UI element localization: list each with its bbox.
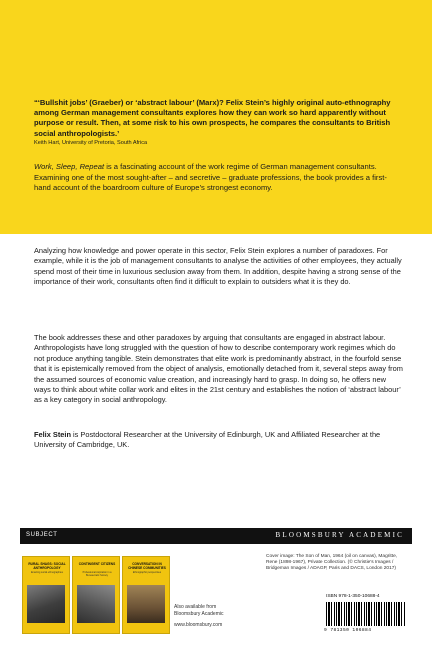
- author-bio: [34, 430, 404, 451]
- related-book-cover-3: [122, 556, 170, 634]
- publisher-website: www.bloomsbury.com: [174, 622, 223, 628]
- blurb-text: is a fascinating account of the work regime of German management consultants. Examining one of the most sought-after – and secretive – graduate professions, the book provides a first-hand account of the boardroom culture of Europe’s strongest economy.: [34, 162, 387, 192]
- barcode-bars: [326, 602, 406, 626]
- related-book-photo: [77, 585, 115, 623]
- isbn-label: ISBN 978-1-350-10688-4: [326, 594, 380, 599]
- book-blurb: [34, 162, 402, 194]
- blurb-book-title: Work, Sleep, Repeat: [34, 162, 105, 171]
- related-book-subtitle: Professional Aspiration in a Bureaucratic Society: [82, 571, 112, 577]
- cover-image-credit: Cover image: The Son of Man, 1964 (oil on canvas), Magritte, Rene (1898-1967), Private Collection. (© Christie's Images / Bridgeman Images / ADAGP, Paris and DACS, London 2017): [266, 554, 398, 572]
- author-bio-text: is Postdoctoral Researcher at the University of Edinburgh, UK and Affiliated Researcher at the University of Cambridge, UK.: [34, 430, 381, 450]
- also-available-text: Also available from Bloomsbury Academic: [174, 604, 224, 617]
- related-book-cover-1: [22, 556, 70, 634]
- subject-label: SUBJECT: [26, 532, 58, 538]
- related-book-photo: [127, 585, 165, 623]
- related-book-cover-2: [72, 556, 120, 634]
- barcode: [322, 600, 410, 636]
- related-book-photo: [27, 585, 65, 623]
- related-book-subtitle: Enacting social ethnographies: [31, 571, 63, 574]
- barcode-digits: 9 781350 106884: [324, 628, 372, 633]
- related-book-title: CONTINGENT CITIZENS: [78, 562, 116, 566]
- endorsement-attribution: Keith Hart, University of Pretoria, South Africa: [34, 140, 148, 146]
- subject-bar: [20, 528, 412, 544]
- description-paragraph-1: Analyzing how knowledge and power operate in this sector, Felix Stein explores a number of paradoxes. For example, while it is the job of management consultants to analyse the activities of other employees, they actually spend most of their time in luxurious seclusion away from them. In addition, despite having a strong sense of the importance of their work, consultants often find it difficult to explain to outsiders what it is they do.: [34, 246, 402, 287]
- endorsement-quote: “‘Bullshit jobs’ (Graeber) or ‘abstract labour’ (Marx)? Felix Stein’s highly original auto-ethnography among German management consultants explores how they can work so hard apparently without purpose or result. Then, at some risk to his own prospects, he compares the consultants to British social anthropologists.’: [34, 98, 391, 138]
- related-book-title: RURAL SHAGS: SOCIAL ANTHROPOLOGY: [28, 562, 66, 570]
- publisher-logo: BLOOMSBURY ACADEMIC: [275, 531, 404, 539]
- description-paragraph-2: The book addresses these and other paradoxes by arguing that consultants are engaged in abstract labour. Anthropologists have long struggled with the question of how to describe contemporary work regimes which do not produce anything tangible. Stein demonstrates that elite work is predominantly abstract, in the fourfold sense that it is epistemically removed from the object of analysis, emotionally detached from it, several steps away from the assumed sources of economic value creation, and increasingly hard to grasp. In doing so, he offers new ways to think about white collar work and elites in the 21st century and establishes the notion of ‘abstract labour’ as a key category in social anthropology.: [34, 333, 403, 405]
- author-name: Felix Stein: [34, 430, 71, 439]
- related-book-subtitle: Ethnographic perspectives: [132, 571, 162, 574]
- related-book-title: CONVERSATION IN CHINESE COMMUNITIES: [128, 562, 166, 570]
